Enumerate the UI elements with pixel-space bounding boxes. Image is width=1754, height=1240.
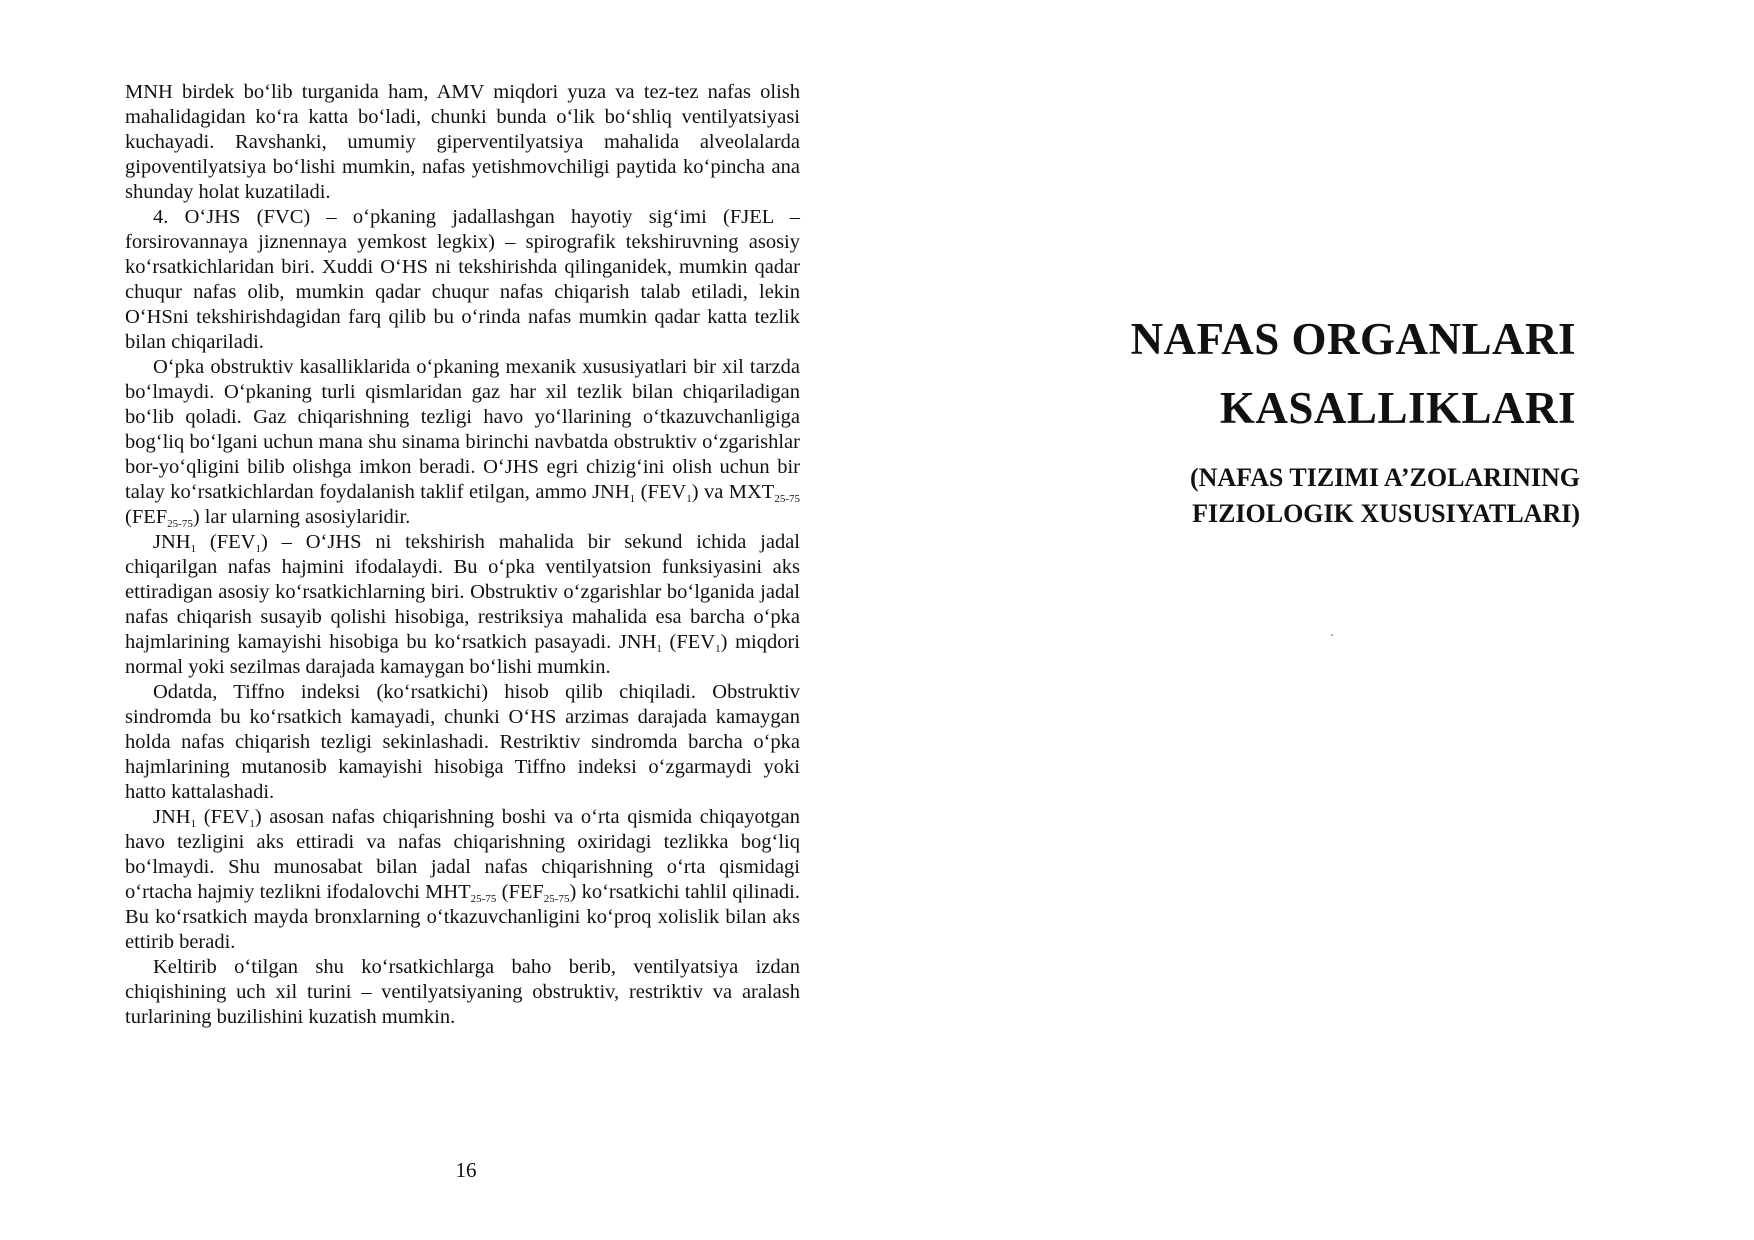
paragraph-5 bbox=[125, 680, 800, 805]
left-page-text bbox=[125, 80, 800, 1030]
right-page bbox=[900, 0, 1754, 1240]
text-run: (FEF bbox=[125, 506, 168, 528]
text-run: JNH bbox=[153, 806, 191, 828]
subscript: 25-75 bbox=[774, 493, 801, 505]
text-run: ) – O‘JHS ni tekshirish mahalida bir sekund ichida jadal chiqarilgan nafas hajmini ifodalaydi. Bu o‘pka ventilyatsion funksiyasini aks ettiradigan asosiy ko‘rsatkichlarning biri. Obstruktiv o‘zgarishlar bo‘lganida jadal nafas chiqarish susayib qolishi hisobiga, restriksiya mahalida esa barcha o‘pka hajmlarining kamayishi hisobiga bu ko‘rsatkich pasayadi. JNH bbox=[125, 531, 801, 653]
subscript: 1 bbox=[249, 818, 255, 830]
text-run: Keltirib o‘tilgan shu ko‘rsatkichlarga baho berib, ventilyatsiya izdan chiqishining uch xil turini – ventilyatsiyaning obstruktiv, restriktiv va aralash turlarining buzilishini kuzatish mumkin. bbox=[125, 956, 800, 1028]
text-run: (FEV bbox=[196, 531, 256, 553]
text-run: (FEV bbox=[635, 481, 687, 503]
text-run: 4. O‘JHS (FVC) – o‘pkaning jadallashgan hayotiy sig‘imi (FJEL – forsirovannaya jiznennaya yemkost legkix) – spirografik tekshiruvning asosiy ko‘rsatkichlaridan biri. Xuddi O‘HS ni tekshirishda qilinganidek, mumkin qadar chuqur nafas olib, mumkin qadar chuqur nafas chiqarish talab etiladi, lekin O‘HSni tekshirishdagidan farq qilib bu o‘rinda nafas mumkin qadar katta tezlik bilan chiqariladi. bbox=[125, 206, 800, 353]
subscript: 25-75 bbox=[167, 518, 193, 530]
paragraph-1 bbox=[125, 80, 800, 205]
text-run: O‘pka obstruktiv kasalliklarida o‘pkaning mexanik xususiyatlari bir xil tarzda bo‘lmaydi. O‘pkaning turli qismlaridan gaz har xil tezlik bilan chiqariladigan bo‘lib qoladi. Gaz chiqarishning tezligi havo yo‘llarining o‘tkazuvchanligiga bog‘liq bo‘lgani uchun mana shu sinama birinchi navbatda obstruktiv o‘zgarishlar bor-yo‘qligini bilib olishga imkon beradi. O‘JHS egri chizig‘ini olish uchun bir talay ko‘rsatkichlardan foydalanish taklif etilgan, ammo JNH bbox=[125, 356, 800, 503]
chapter-subtitle-line-1: (NAFAS TIZIMI A’ZOLARINING bbox=[1189, 463, 1580, 492]
subscript: 1 bbox=[686, 493, 692, 505]
chapter-subtitle-line-2: FIZIOLOGIK XUSUSIYATLARI) bbox=[1192, 499, 1580, 528]
paragraph-2 bbox=[125, 205, 800, 355]
chapter-title-line-2: KASALLIKLARI bbox=[1219, 383, 1576, 433]
subscript: 25-75 bbox=[470, 893, 497, 905]
text-run: MNH birdek bo‘lib turganida ham, AMV miqdori yuza va tez-tez nafas olish mahalidagidan ko‘ra katta bo‘ladi, chunki bunda o‘lik bo‘shliq ventilyatsiyasi kuchayadi. Ravshanki, umumiy giperventilyatsiya mahalida alveolalarda gipoventilyatsiya bo‘lishi mumkin, nafas yetishmovchiligi paytida ko‘pincha ana shunday holat kuzatiladi. bbox=[125, 81, 800, 203]
paragraph-7 bbox=[125, 955, 800, 1030]
text-run: ) ko‘rsatkichi tahlil qilinadi. Bu ko‘rsatkich mayda bronxlarning o‘tkazuvchanligini ko‘proq xolislik bilan aks ettirib beradi. bbox=[125, 881, 800, 953]
subscript: 1 bbox=[629, 493, 636, 505]
paragraph-4 bbox=[125, 530, 800, 680]
text-run: (FEV bbox=[196, 806, 250, 828]
paragraph-6 bbox=[125, 805, 800, 955]
text-run: (FEF bbox=[496, 881, 544, 903]
text-run: ) va MXT bbox=[691, 481, 775, 503]
chapter-subtitle bbox=[900, 460, 1580, 532]
text-run: Odatda, Tiffno indeksi (ko‘rsatkichi) hisob qilib chiqiladi. Obstruktiv sindromda bu ko‘rsatkich kamayadi, chunki O‘HS arzimas darajada kamaygan holda nafas chiqarish tezligi sekinlashadi. Restriktiv sindromda barcha o‘pka hajmlarining mutanosib kamayishi hisobiga Tiffno indeksi o‘zgarmaydi yoki hatto kattalashadi. bbox=[125, 681, 800, 803]
paragraph-3 bbox=[125, 355, 800, 530]
chapter-title-line-1: NAFAS ORGANLARI bbox=[1130, 314, 1576, 364]
subscript: 1 bbox=[715, 643, 721, 655]
subscript: 25-75 bbox=[543, 893, 570, 905]
text-run: (FEV bbox=[661, 631, 716, 653]
text-run: ) miqdori normal yoki sezilmas darajada kamaygan bo‘lishi mumkin. bbox=[125, 631, 800, 678]
subscript: 1 bbox=[190, 818, 197, 830]
scan-speck bbox=[1331, 634, 1333, 636]
page-number: 16 bbox=[455, 1158, 477, 1182]
subscript: 1 bbox=[656, 643, 662, 655]
text-run: ) lar ularning asosiylaridir. bbox=[192, 506, 411, 528]
text-run: JNH bbox=[153, 531, 191, 553]
chapter-title bbox=[900, 305, 1576, 443]
text-run: ) asosan nafas chiqarishning boshi va o‘rta qismida chiqayotgan havo tezligini aks ettiradi va nafas chiqarishning oxiridagi tezlikka bog‘liq bo‘lmaydi. Shu munosabat bilan jadal nafas chiqarishning o‘rta qismidagi o‘rtacha hajmiy tezlikni ifodalovchi MHT bbox=[125, 806, 800, 903]
subscript: 1 bbox=[255, 543, 261, 555]
subscript: 1 bbox=[190, 543, 197, 555]
